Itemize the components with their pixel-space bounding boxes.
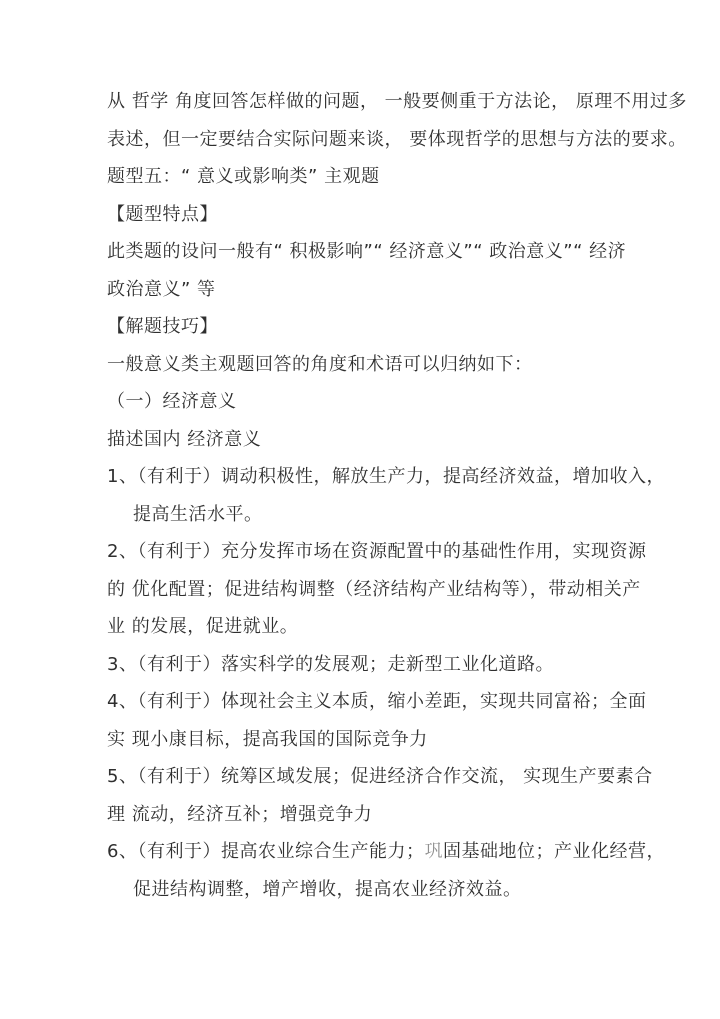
text-line-heading: 【题型特点】 bbox=[107, 203, 218, 225]
document-content bbox=[107, 83, 687, 908]
text-line-continuation: 提高生活水平。 bbox=[133, 503, 263, 525]
text-line: 从 哲学 角度回答怎样做的问题， 一般要侧重于方法论， 原理不用过多 bbox=[107, 91, 687, 112]
text-line-section-title: 题型五：“ 意义或影响类” 主观题 bbox=[107, 166, 380, 187]
text-line-heading: 【解题技巧】 bbox=[107, 316, 218, 337]
text-line: 一般意义类主观题回答的角度和术语可以归纳如下： bbox=[107, 353, 533, 375]
text-line-list-item: 3、（有利于）落实科学的发展观；走新型工业化道路。 bbox=[107, 653, 554, 675]
text-segment: 固基础地位；产业化经营， bbox=[442, 841, 665, 862]
text-line-continuation: 实 现小康目标，提高我国的国际竞争力 bbox=[107, 728, 428, 750]
text-line-list-item: 5、（有利于）统筹区域发展；促进经济合作交流， 实现生产要素合 bbox=[107, 766, 653, 787]
text-line-list-item bbox=[107, 833, 665, 871]
text-line-continuation: 业 的发展，促进就业。 bbox=[107, 616, 299, 637]
text-line-list-item: 2、（有利于）充分发挥市场在资源配置中的基础性作用，实现资源 bbox=[107, 541, 647, 562]
text-line-subheading: 描述国内 经济意义 bbox=[107, 428, 262, 450]
text-line-list-item: 1、（有利于）调动积极性，解放生产力，提高经济效益，增加收入， bbox=[107, 466, 665, 487]
text-line-continuation: 促进结构调整，增产增收，提高农业经济效益。 bbox=[133, 878, 522, 900]
text-line: 政治意义” 等 bbox=[107, 278, 216, 300]
text-line-list-item: 4、（有利于）体现社会主义本质，缩小差距，实现共同富裕；全面 bbox=[107, 691, 647, 712]
text-line-continuation: 理 流动，经济互补；增强竞争力 bbox=[107, 803, 373, 825]
text-line: 此类题的设问一般有“ 积极影响”“ 经济意义”“ 政治意义”“ 经济 bbox=[107, 241, 627, 262]
text-line-subheading: （一）经济意义 bbox=[107, 391, 237, 412]
text-line-continuation: 的 优化配置；促进结构调整（经济结构产业结构等），带动相关产 bbox=[107, 578, 641, 600]
text-line: 表述，但一定要结合实际问题来谈， 要体现哲学的思想与方法的要求。 bbox=[107, 128, 687, 150]
text-segment: 6、（有利于）提高农业综合生产能力； bbox=[107, 841, 425, 862]
highlighted-char: 巩 bbox=[424, 841, 443, 862]
